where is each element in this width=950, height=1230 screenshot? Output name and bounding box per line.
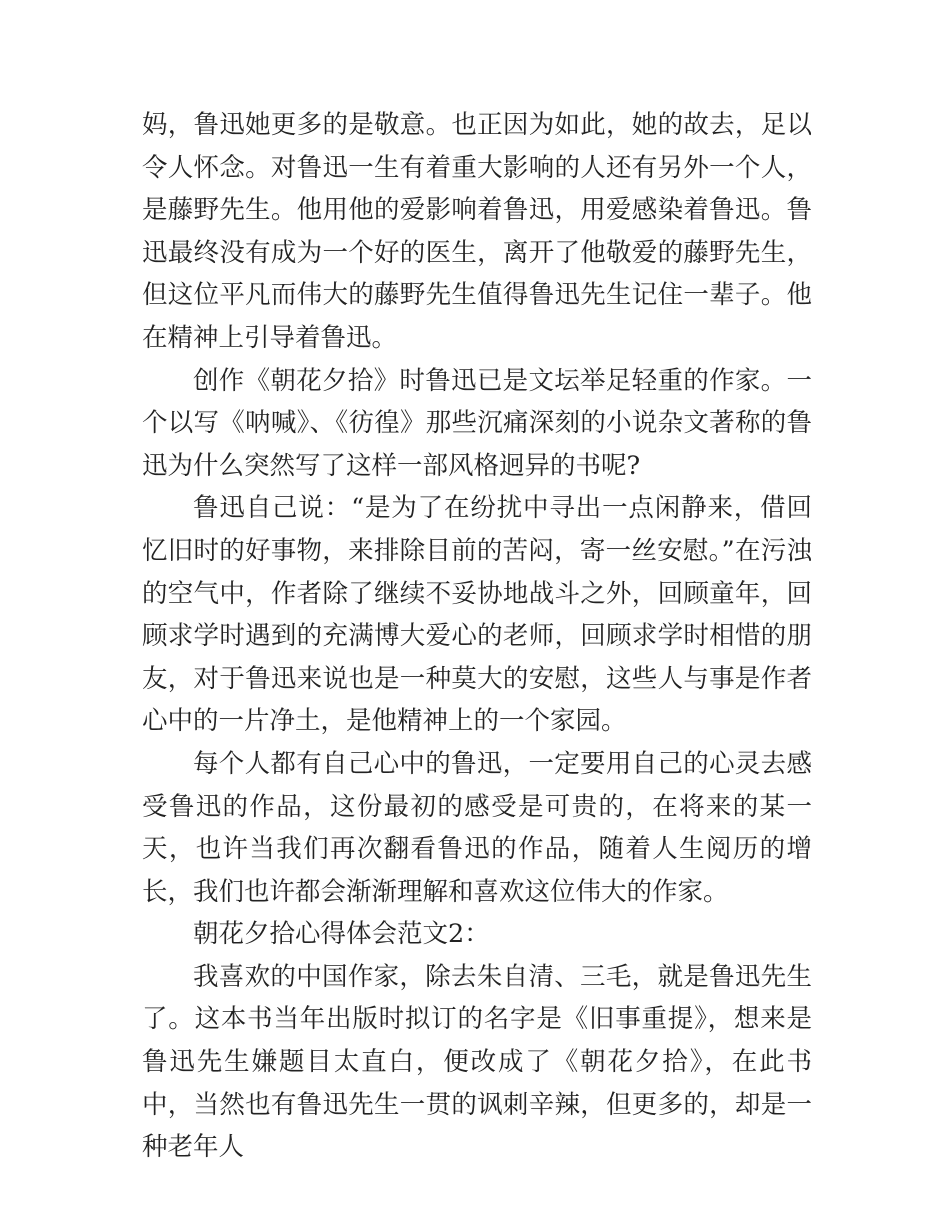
section-heading: 朝花夕拾心得体会范文2：: [193, 919, 490, 950]
paragraph-2: 创作《朝花夕拾》时鲁迅已是文坛举足轻重的作家。一个以写《呐喊》、《彷徨》那些沉痛深刻的小说杂文著称的鲁迅为什么突然写了这样一部风格迥异的书呢?: [142, 365, 812, 481]
paragraph-3: 鲁迅自己说：“是为了在纷扰中寻出一点闲静来，借回忆旧时的好事物，来排除目前的苦闷，寄一丝安慰。”在污浊的空气中，作者除了继续不妥协地战斗之外，回顾童年，回顾求学时遇到的充满博大爱心的老师，回顾求学时相惜的朋友，对于鲁迅来说也是一种莫大的安慰，这些人与事是作者心中的一片净土，是他精神上的一个家园。: [142, 493, 812, 737]
document-page: [142, 104, 812, 1169]
paragraph-4: 每个人都有自己心中的鲁迅，一定要用自己的心灵去感受鲁迅的作品，这份最初的感受是可贵的，在将来的某一天，也许当我们再次翻看鲁迅的作品，随着人生阅历的增长，我们也许都会渐渐理解和喜欢这位伟大的作家。: [142, 748, 812, 907]
paragraph-5: 我喜欢的中国作家，除去朱自清、三毛，就是鲁迅先生了。这本书当年出版时拟订的名字是《旧事重提》，想来是鲁迅先生嫌题目太直白，便改成了《朝花夕拾》，在此书中，当然也有鲁迅先生一贯的讽刺辛辣，但更多的，却是一种老年人: [142, 961, 812, 1163]
paragraph-1: 妈，鲁迅她更多的是敬意。也正因为如此，她的故去，足以令人怀念。对鲁迅一生有着重大影响的人还有另外一个人，是藤野先生。他用他的爱影响着鲁迅，用爱感染着鲁迅。鲁迅最终没有成为一个好的医生，离开了他敬爱的藤野先生，但这位平凡而伟大的藤野先生值得鲁迅先生记住一辈子。他在精神上引导着鲁迅。: [142, 110, 812, 353]
